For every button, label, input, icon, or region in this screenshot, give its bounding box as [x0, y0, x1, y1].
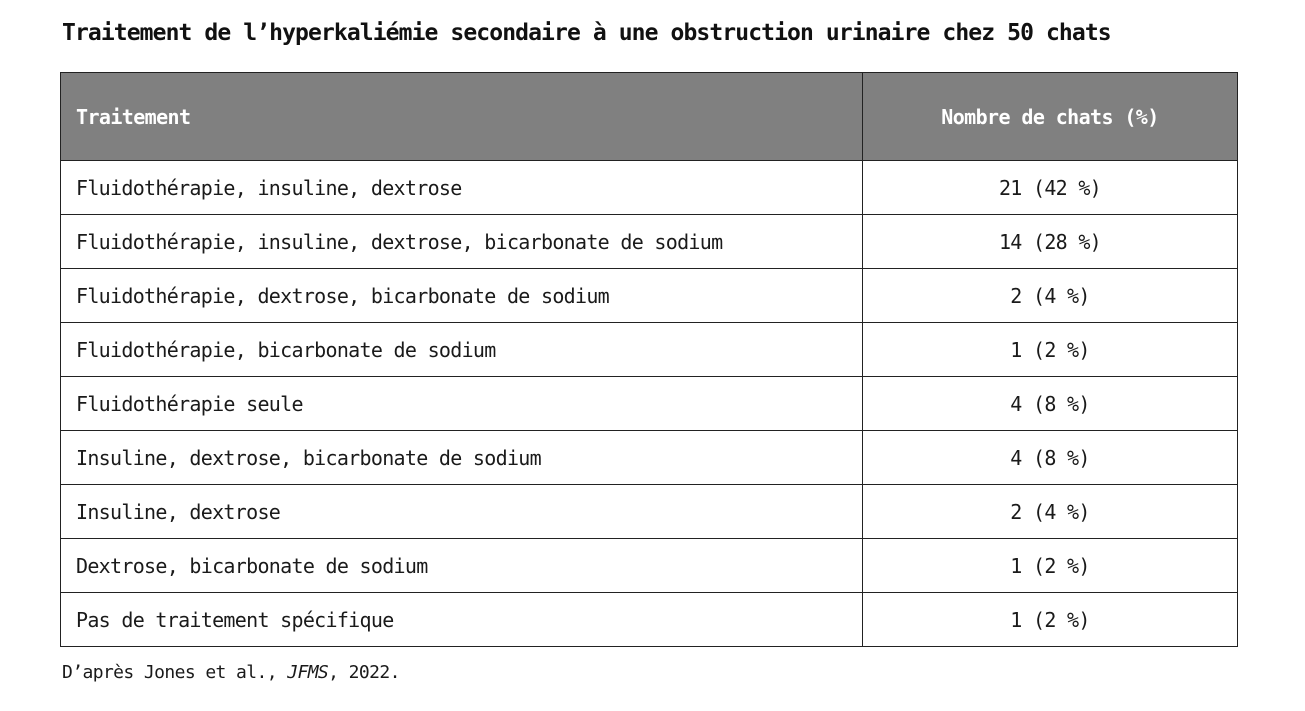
- row-count: 21 (42 %): [998, 175, 1102, 200]
- source-suffix: , 2022.: [328, 662, 400, 683]
- treatment-table: [60, 72, 1238, 647]
- row-count: 2 (4 %): [1010, 283, 1090, 308]
- header-count: Nombre de chats (%): [941, 104, 1159, 129]
- row-count: 4 (8 %): [1010, 445, 1090, 470]
- source-citation: [62, 662, 400, 683]
- row-treatment: Fluidothérapie, insuline, dextrose, bicarbonate de sodium: [61, 215, 863, 268]
- row-treatment: Fluidothérapie, insuline, dextrose: [61, 161, 863, 214]
- row-count: 1 (2 %): [1010, 553, 1090, 578]
- source-prefix: D’après Jones et al.,: [62, 662, 288, 683]
- row-treatment: Pas de traitement spécifique: [61, 593, 863, 646]
- row-treatment: Dextrose, bicarbonate de sodium: [61, 539, 863, 592]
- row-count: 14 (28 %): [998, 229, 1102, 254]
- table-row: [61, 593, 1237, 646]
- header-treatment: Traitement: [61, 73, 863, 160]
- source-journal: JFMS: [287, 662, 329, 683]
- table-row: [61, 485, 1237, 539]
- row-treatment: Insuline, dextrose: [61, 485, 863, 538]
- table-row: [61, 215, 1237, 269]
- row-count: 1 (2 %): [1010, 607, 1090, 632]
- table-header-row: [61, 73, 1237, 161]
- row-treatment: Fluidothérapie, bicarbonate de sodium: [61, 323, 863, 376]
- row-count: 2 (4 %): [1010, 499, 1090, 524]
- table-row: [61, 269, 1237, 323]
- table-row: [61, 323, 1237, 377]
- table-row: [61, 539, 1237, 593]
- table-row: [61, 431, 1237, 485]
- row-count: 1 (2 %): [1010, 337, 1090, 362]
- row-treatment: Fluidothérapie seule: [61, 377, 863, 430]
- row-count: 4 (8 %): [1010, 391, 1090, 416]
- table-row: [61, 161, 1237, 215]
- row-treatment: Fluidothérapie, dextrose, bicarbonate de sodium: [61, 269, 863, 322]
- table-row: [61, 377, 1237, 431]
- table-title: Traitement de l’hyperkaliémie secondaire à une obstruction urinaire chez 50 chats: [62, 20, 1111, 46]
- row-treatment: Insuline, dextrose, bicarbonate de sodium: [61, 431, 863, 484]
